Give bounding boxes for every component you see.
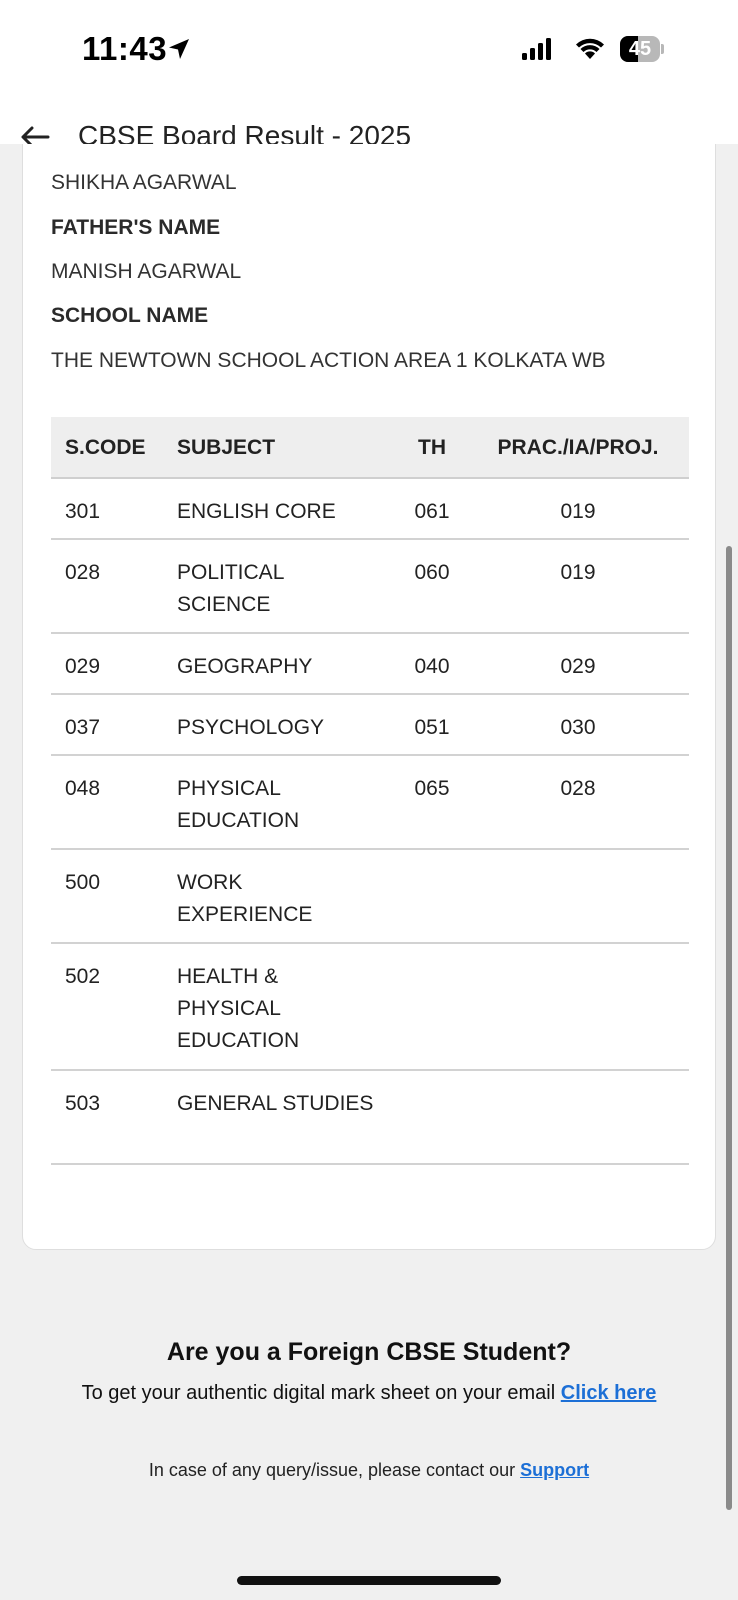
candidate-name-value: SHIKHA AGARWAL — [51, 171, 237, 194]
cell-subject: HEALTH & PHYSICAL EDUCATION — [177, 965, 300, 1052]
cell-subject: PHYSICAL EDUCATION — [177, 777, 300, 832]
marks-table — [51, 417, 689, 1165]
cell-code: 028 — [65, 561, 101, 584]
support-description: In case of any query/issue, please contact our — [148, 1460, 516, 1480]
home-indicator[interactable] — [237, 1576, 501, 1585]
cell-code: 037 — [65, 716, 101, 739]
cell-th: 061 — [414, 500, 450, 523]
table-row — [51, 479, 689, 540]
cell-prac: 030 — [560, 716, 596, 739]
cell-th: 040 — [414, 655, 450, 678]
header-th: TH — [418, 436, 446, 459]
cell-code: 301 — [65, 500, 101, 523]
scrollbar[interactable] — [726, 546, 732, 1510]
status-bar — [0, 0, 738, 100]
table-row — [51, 540, 689, 634]
cell-code: 500 — [65, 871, 101, 894]
cell-th: 065 — [414, 777, 450, 800]
battery-icon — [620, 36, 664, 62]
cell-prac: 019 — [560, 561, 596, 584]
table-row — [51, 850, 689, 944]
cell-code: 503 — [65, 1092, 101, 1115]
header-scode: S.CODE — [65, 436, 146, 459]
support-link[interactable]: Support — [520, 1460, 590, 1480]
support-text — [0, 1460, 738, 1481]
table-row — [51, 634, 689, 695]
cell-subject: PSYCHOLOGY — [177, 716, 325, 739]
battery-level: 45 — [628, 38, 652, 60]
foreign-student-heading: Are you a Foreign CBSE Student? — [166, 1338, 572, 1366]
arrow-left-icon[interactable] — [20, 126, 50, 144]
cell-subject: POLITICAL SCIENCE — [177, 561, 284, 616]
cell-subject: GEOGRAPHY — [177, 655, 313, 678]
school-name-label: SCHOOL NAME — [51, 304, 209, 327]
cell-th: 060 — [414, 561, 450, 584]
foreign-student-text — [0, 1382, 738, 1405]
cell-subject: GENERAL STUDIES — [177, 1092, 374, 1115]
app-header — [0, 100, 738, 144]
header-prac: PRAC./IA/PROJ. — [497, 436, 659, 459]
table-row — [51, 756, 689, 850]
school-name-value: THE NEWTOWN SCHOOL ACTION AREA 1 KOLKATA WB — [51, 349, 606, 372]
father-name-label: FATHER'S NAME — [51, 216, 221, 239]
cell-subject: WORK EXPERIENCE — [177, 871, 313, 926]
status-time: 11:43 — [82, 30, 168, 67]
table-row — [51, 1071, 689, 1165]
cell-code: 029 — [65, 655, 101, 678]
click-here-link[interactable]: Click here — [560, 1382, 657, 1404]
table-row — [51, 695, 689, 756]
cell-th: 051 — [414, 716, 450, 739]
location-arrow-icon — [168, 38, 190, 60]
cell-prac: 019 — [560, 500, 596, 523]
header-subject: SUBJECT — [177, 436, 276, 459]
cell-code: 502 — [65, 965, 101, 988]
cell-prac: 029 — [560, 655, 596, 678]
wifi-icon — [574, 34, 606, 60]
cellular-signal-icon — [522, 38, 552, 60]
cell-subject: ENGLISH CORE — [177, 500, 336, 523]
cell-code: 048 — [65, 777, 101, 800]
foreign-student-description: To get your authentic digital mark sheet on your email — [81, 1382, 556, 1404]
page-title: CBSE Board Result - 2025 — [78, 120, 412, 144]
father-name-value: MANISH AGARWAL — [51, 260, 242, 283]
table-header — [51, 417, 689, 479]
cell-prac: 028 — [560, 777, 596, 800]
result-card — [22, 0, 716, 1250]
table-row — [51, 944, 689, 1071]
